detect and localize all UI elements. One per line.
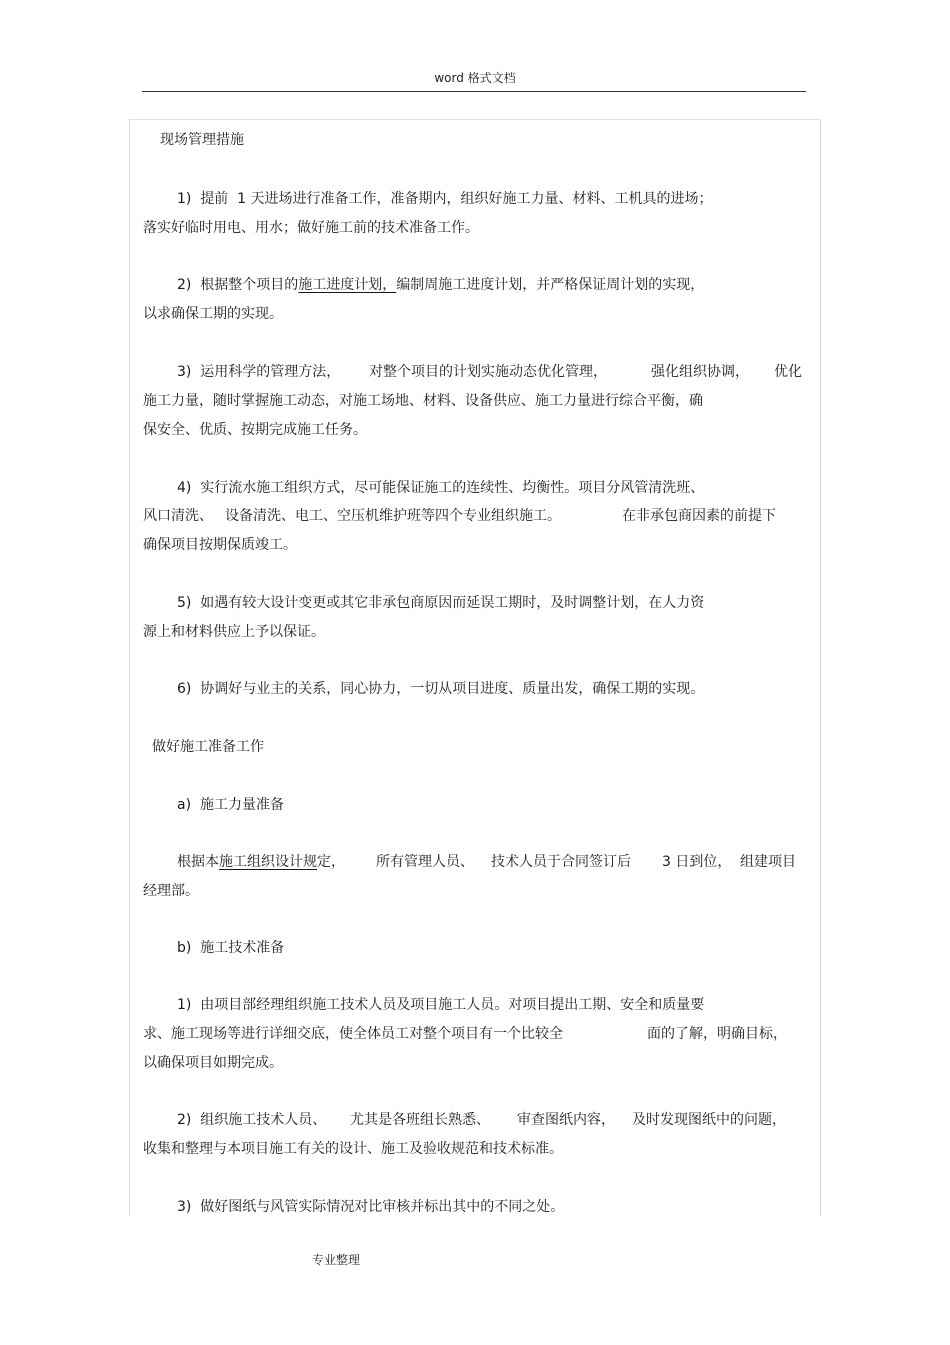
- para-a-seg-1: [177, 853, 345, 871]
- tech-item-2-seg-1: 2) 组织施工技术人员、: [177, 1112, 327, 1128]
- para-a-seg-2: 所有管理人员、: [376, 854, 474, 870]
- section-title-preparation: 做好施工准备工作: [152, 739, 264, 755]
- item-1-line-1: 1) 提前 1 天进场进行准备工作，准备期内，组织好施工力量、材料、工机具的进场；: [177, 191, 713, 207]
- underlined-term-schedule: 施工进度计划，: [298, 277, 397, 293]
- item-4-line-3: 确保项目按期保质竣工。: [143, 537, 297, 553]
- item-4-seg-3: 在非承包商因素的前提下: [622, 508, 776, 524]
- tech-item-2-line-2: 收集和整理与本项目施工有关的设计、施工及验收规范和技术标准。: [143, 1141, 563, 1157]
- item-5-line-1: 5) 如遇有较大设计变更或其它非承包商原因而延误工期时，及时调整计划，在人力资: [177, 595, 705, 611]
- item-4-line-1: 4) 实行流水施工组织方式，尽可能保证施工的连续性、均衡性。项目分风管清洗班、: [177, 480, 705, 496]
- item-3-seg-3: 强化组织协调，: [651, 364, 749, 380]
- para-a-seg-4: 3 日到位，: [662, 854, 732, 870]
- page-footer: 专业整理: [312, 1253, 361, 1267]
- tech-item-1-seg-2: 面的了解，明确目标，: [647, 1026, 787, 1042]
- tech-item-1-line-1: 1) 由项目部经理组织施工技术人员及项目施工人员。对项目提出工期、安全和质量要: [177, 997, 705, 1013]
- item-2-text-a: 2) 根据整个项目的: [177, 277, 299, 293]
- item-4-seg-1: 风口清洗、: [143, 508, 213, 524]
- para-a-seg-5: 组建项目: [740, 854, 796, 870]
- para-a-text-b: 定，: [317, 854, 345, 870]
- subsection-a-label: a) 施工力量准备: [177, 797, 284, 813]
- tech-item-1-line-3: 以确保项目如期完成。: [143, 1055, 283, 1071]
- item-6-line-1: 6) 协调好与业主的关系，同心协力，一切从项目进度、质量出发，确保工期的实现。: [177, 681, 705, 697]
- tech-item-2-seg-2: 尤其是各班组长熟悉、: [350, 1112, 490, 1128]
- item-3-line-2: 施工力量，随时掌握施工动态，对施工场地、材料、设备供应、施工力量进行综合平衡，确: [143, 393, 703, 409]
- header-rule: [142, 91, 806, 92]
- section-title-site-management: 现场管理措施: [160, 132, 244, 148]
- item-3-seg-4: 优化: [774, 364, 802, 380]
- para-a-line-2: 经理部。: [143, 883, 199, 899]
- tech-item-3-line-1: 3) 做好图纸与风管实际情况对比审核并标出其中的不同之处。: [177, 1199, 565, 1215]
- item-3-line-3: 保安全、优质、按期完成施工任务。: [143, 422, 367, 438]
- tech-item-2-seg-4: 及时发现图纸中的问题，: [632, 1112, 786, 1128]
- item-1-line-2: 落实好临时用电、用水；做好施工前的技术准备工作。: [143, 220, 479, 236]
- item-2-line-2: 以求确保工期的实现。: [143, 306, 283, 322]
- page-header: word 格式文档: [434, 71, 516, 85]
- tech-item-2-seg-3: 审查图纸内容，: [517, 1112, 615, 1128]
- para-a-seg-3: 技术人员于合同签订后: [491, 854, 631, 870]
- item-3-seg-2: 对整个项目的计划实施动态优化管理，: [369, 364, 607, 380]
- subsection-b-label: b) 施工技术准备: [177, 940, 285, 956]
- item-3-seg-1: 3) 运用科学的管理方法，: [177, 364, 341, 380]
- item-5-line-2: 源上和材料供应上予以保证。: [143, 624, 325, 640]
- para-a-text-a: 根据本: [177, 854, 219, 870]
- item-2-line-1: [177, 276, 704, 294]
- tech-item-1-seg-1: 求、施工现场等进行详细交底，使全体员工对整个项目有一个比较全: [143, 1026, 563, 1042]
- item-4-seg-2: 设备清洗、电工、空压机维护班等四个专业组织施工。: [225, 508, 561, 524]
- item-2-text-b: 编制周施工进度计划，并严格保证周计划的实现，: [396, 277, 705, 293]
- underlined-term-design: 施工组织设计规: [219, 854, 317, 870]
